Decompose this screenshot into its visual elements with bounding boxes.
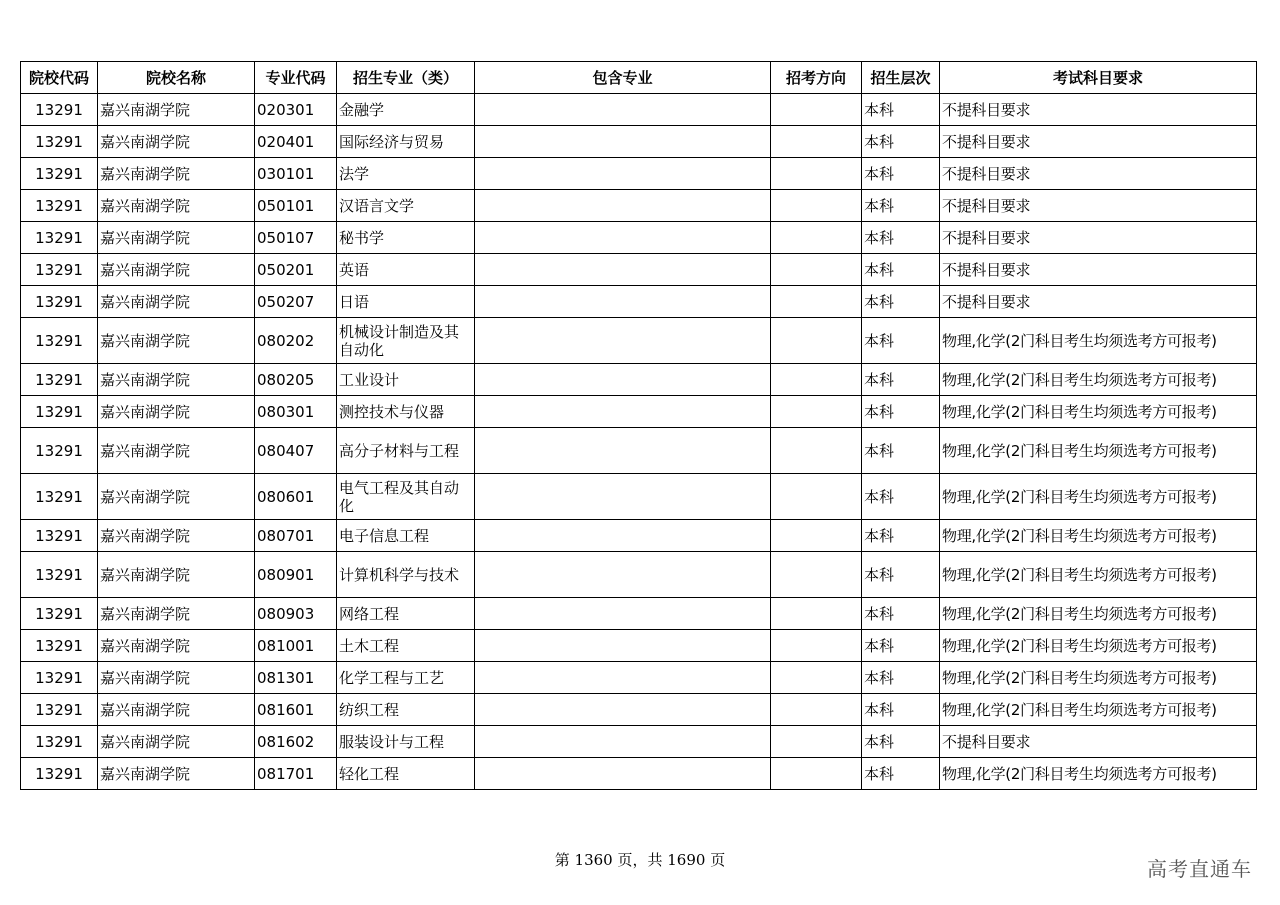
cell-school-code: 13291 <box>21 758 98 790</box>
cell-level: 本科 <box>862 364 940 396</box>
cell-major-code: 020401 <box>255 126 337 158</box>
cell-direction <box>771 694 862 726</box>
cell-major: 日语 <box>337 286 475 318</box>
cell-major-code: 081301 <box>255 662 337 694</box>
table-row <box>21 630 1257 662</box>
cell-subject-requirement: 不提科目要求 <box>940 286 1257 318</box>
table-row <box>21 158 1257 190</box>
table-row <box>21 254 1257 286</box>
cell-included-majors <box>475 396 771 428</box>
table-row <box>21 364 1257 396</box>
cell-school-code: 13291 <box>21 254 98 286</box>
admissions-table <box>20 61 1257 790</box>
cell-major-code: 020301 <box>255 94 337 126</box>
cell-included-majors <box>475 318 771 364</box>
cell-major-code: 030101 <box>255 158 337 190</box>
cell-major: 土木工程 <box>337 630 475 662</box>
table-row <box>21 190 1257 222</box>
cell-school-name: 嘉兴南湖学院 <box>98 396 255 428</box>
cell-major: 英语 <box>337 254 475 286</box>
cell-direction <box>771 598 862 630</box>
cell-school-name: 嘉兴南湖学院 <box>98 158 255 190</box>
cell-school-name: 嘉兴南湖学院 <box>98 428 255 474</box>
cell-direction <box>771 126 862 158</box>
cell-level: 本科 <box>862 630 940 662</box>
cell-included-majors <box>475 758 771 790</box>
cell-direction <box>771 552 862 598</box>
cell-major-code: 081602 <box>255 726 337 758</box>
page-number: 第 1360 页，共 1690 页 <box>554 851 726 869</box>
cell-subject-requirement: 物理,化学(2门科目考生均须选考方可报考) <box>940 694 1257 726</box>
cell-subject-requirement: 不提科目要求 <box>940 726 1257 758</box>
cell-school-code: 13291 <box>21 286 98 318</box>
cell-major: 高分子材料与工程 <box>337 428 475 474</box>
cell-major-code: 050201 <box>255 254 337 286</box>
table-row <box>21 598 1257 630</box>
cell-direction <box>771 520 862 552</box>
cell-included-majors <box>475 222 771 254</box>
cell-major: 汉语言文学 <box>337 190 475 222</box>
watermark-text: 高考直通车 <box>1147 857 1252 881</box>
cell-major-code: 050207 <box>255 286 337 318</box>
cell-school-name: 嘉兴南湖学院 <box>98 662 255 694</box>
cell-level: 本科 <box>862 396 940 428</box>
table-row <box>21 318 1257 364</box>
cell-school-code: 13291 <box>21 662 98 694</box>
cell-school-name: 嘉兴南湖学院 <box>98 254 255 286</box>
cell-major-code: 081001 <box>255 630 337 662</box>
cell-school-code: 13291 <box>21 630 98 662</box>
cell-level: 本科 <box>862 158 940 190</box>
cell-direction <box>771 222 862 254</box>
cell-included-majors <box>475 126 771 158</box>
cell-major: 化学工程与工艺 <box>337 662 475 694</box>
cell-subject-requirement: 物理,化学(2门科目考生均须选考方可报考) <box>940 598 1257 630</box>
cell-included-majors <box>475 726 771 758</box>
cell-school-name: 嘉兴南湖学院 <box>98 598 255 630</box>
cell-direction <box>771 396 862 428</box>
cell-school-code: 13291 <box>21 428 98 474</box>
cell-school-name: 嘉兴南湖学院 <box>98 726 255 758</box>
cell-school-name: 嘉兴南湖学院 <box>98 190 255 222</box>
cell-subject-requirement: 物理,化学(2门科目考生均须选考方可报考) <box>940 630 1257 662</box>
cell-direction <box>771 158 862 190</box>
table-row <box>21 520 1257 552</box>
admissions-table-container <box>20 61 1256 790</box>
cell-school-code: 13291 <box>21 520 98 552</box>
cell-major-code: 080601 <box>255 474 337 520</box>
cell-major-code: 080202 <box>255 318 337 364</box>
cell-school-name: 嘉兴南湖学院 <box>98 222 255 254</box>
cell-subject-requirement: 物理,化学(2门科目考生均须选考方可报考) <box>940 364 1257 396</box>
cell-subject-requirement: 不提科目要求 <box>940 190 1257 222</box>
cell-subject-requirement: 物理,化学(2门科目考生均须选考方可报考) <box>940 396 1257 428</box>
cell-subject-requirement: 不提科目要求 <box>940 254 1257 286</box>
cell-included-majors <box>475 474 771 520</box>
cell-major: 计算机科学与技术 <box>337 552 475 598</box>
cell-subject-requirement: 不提科目要求 <box>940 158 1257 190</box>
cell-school-code: 13291 <box>21 126 98 158</box>
cell-level: 本科 <box>862 694 940 726</box>
cell-subject-requirement: 物理,化学(2门科目考生均须选考方可报考) <box>940 474 1257 520</box>
cell-major: 轻化工程 <box>337 758 475 790</box>
cell-major-code: 080701 <box>255 520 337 552</box>
cell-included-majors <box>475 662 771 694</box>
cell-major-code: 080901 <box>255 552 337 598</box>
cell-major: 服装设计与工程 <box>337 726 475 758</box>
cell-school-code: 13291 <box>21 318 98 364</box>
cell-included-majors <box>475 694 771 726</box>
cell-major: 电气工程及其自动化 <box>337 474 475 520</box>
cell-level: 本科 <box>862 318 940 364</box>
cell-major: 秘书学 <box>337 222 475 254</box>
cell-school-name: 嘉兴南湖学院 <box>98 630 255 662</box>
cell-level: 本科 <box>862 520 940 552</box>
cell-included-majors <box>475 286 771 318</box>
cell-major: 法学 <box>337 158 475 190</box>
cell-school-name: 嘉兴南湖学院 <box>98 694 255 726</box>
cell-level: 本科 <box>862 726 940 758</box>
cell-included-majors <box>475 552 771 598</box>
cell-direction <box>771 758 862 790</box>
cell-major-code: 050101 <box>255 190 337 222</box>
table-header-row <box>21 62 1257 94</box>
table-row <box>21 662 1257 694</box>
cell-school-name: 嘉兴南湖学院 <box>98 126 255 158</box>
cell-school-code: 13291 <box>21 552 98 598</box>
cell-direction <box>771 318 862 364</box>
cell-subject-requirement: 物理,化学(2门科目考生均须选考方可报考) <box>940 662 1257 694</box>
cell-included-majors <box>475 428 771 474</box>
cell-school-code: 13291 <box>21 222 98 254</box>
header-school-name: 院校名称 <box>98 62 255 94</box>
cell-level: 本科 <box>862 552 940 598</box>
table-row <box>21 726 1257 758</box>
cell-included-majors <box>475 158 771 190</box>
table-row <box>21 94 1257 126</box>
cell-level: 本科 <box>862 126 940 158</box>
cell-school-code: 13291 <box>21 364 98 396</box>
header-major: 招生专业（类） <box>337 62 475 94</box>
cell-direction <box>771 286 862 318</box>
cell-major: 金融学 <box>337 94 475 126</box>
cell-school-code: 13291 <box>21 474 98 520</box>
cell-school-name: 嘉兴南湖学院 <box>98 318 255 364</box>
cell-school-code: 13291 <box>21 396 98 428</box>
cell-subject-requirement: 不提科目要求 <box>940 126 1257 158</box>
cell-major: 机械设计制造及其自动化 <box>337 318 475 364</box>
cell-subject-requirement: 物理,化学(2门科目考生均须选考方可报考) <box>940 758 1257 790</box>
cell-direction <box>771 726 862 758</box>
cell-subject-requirement: 物理,化学(2门科目考生均须选考方可报考) <box>940 552 1257 598</box>
cell-school-name: 嘉兴南湖学院 <box>98 758 255 790</box>
table-row <box>21 474 1257 520</box>
cell-level: 本科 <box>862 190 940 222</box>
cell-direction <box>771 630 862 662</box>
cell-direction <box>771 474 862 520</box>
cell-included-majors <box>475 190 771 222</box>
cell-school-name: 嘉兴南湖学院 <box>98 552 255 598</box>
cell-major-code: 081601 <box>255 694 337 726</box>
table-row <box>21 758 1257 790</box>
cell-subject-requirement: 不提科目要求 <box>940 222 1257 254</box>
table-row <box>21 694 1257 726</box>
cell-school-code: 13291 <box>21 94 98 126</box>
cell-direction <box>771 428 862 474</box>
cell-school-name: 嘉兴南湖学院 <box>98 94 255 126</box>
cell-level: 本科 <box>862 758 940 790</box>
cell-level: 本科 <box>862 598 940 630</box>
cell-level: 本科 <box>862 474 940 520</box>
cell-subject-requirement: 不提科目要求 <box>940 94 1257 126</box>
cell-included-majors <box>475 94 771 126</box>
cell-direction <box>771 254 862 286</box>
cell-level: 本科 <box>862 286 940 318</box>
cell-school-code: 13291 <box>21 726 98 758</box>
cell-included-majors <box>475 598 771 630</box>
header-level: 招生层次 <box>862 62 940 94</box>
cell-school-name: 嘉兴南湖学院 <box>98 364 255 396</box>
cell-major-code: 080301 <box>255 396 337 428</box>
cell-school-name: 嘉兴南湖学院 <box>98 286 255 318</box>
cell-included-majors <box>475 364 771 396</box>
cell-direction <box>771 190 862 222</box>
cell-major-code: 080205 <box>255 364 337 396</box>
table-row <box>21 552 1257 598</box>
cell-subject-requirement: 物理,化学(2门科目考生均须选考方可报考) <box>940 428 1257 474</box>
cell-school-code: 13291 <box>21 158 98 190</box>
cell-direction <box>771 364 862 396</box>
cell-school-code: 13291 <box>21 190 98 222</box>
cell-major: 测控技术与仪器 <box>337 396 475 428</box>
cell-included-majors <box>475 630 771 662</box>
cell-school-name: 嘉兴南湖学院 <box>98 474 255 520</box>
cell-major: 工业设计 <box>337 364 475 396</box>
header-school-code: 院校代码 <box>21 62 98 94</box>
cell-level: 本科 <box>862 428 940 474</box>
cell-subject-requirement: 物理,化学(2门科目考生均须选考方可报考) <box>940 318 1257 364</box>
table-row <box>21 396 1257 428</box>
cell-level: 本科 <box>862 94 940 126</box>
cell-school-code: 13291 <box>21 694 98 726</box>
table-row <box>21 428 1257 474</box>
cell-school-code: 13291 <box>21 598 98 630</box>
cell-subject-requirement: 物理,化学(2门科目考生均须选考方可报考) <box>940 520 1257 552</box>
cell-major-code: 080407 <box>255 428 337 474</box>
cell-level: 本科 <box>862 662 940 694</box>
table-body <box>21 94 1257 790</box>
cell-major: 电子信息工程 <box>337 520 475 552</box>
cell-direction <box>771 94 862 126</box>
header-subject-requirement: 考试科目要求 <box>940 62 1257 94</box>
cell-major-code: 080903 <box>255 598 337 630</box>
header-major-code: 专业代码 <box>255 62 337 94</box>
cell-major: 纺织工程 <box>337 694 475 726</box>
cell-included-majors <box>475 520 771 552</box>
header-direction: 招考方向 <box>771 62 862 94</box>
cell-level: 本科 <box>862 222 940 254</box>
cell-direction <box>771 662 862 694</box>
header-included-majors: 包含专业 <box>475 62 771 94</box>
cell-major-code: 081701 <box>255 758 337 790</box>
table-row <box>21 286 1257 318</box>
table-row <box>21 222 1257 254</box>
cell-major-code: 050107 <box>255 222 337 254</box>
cell-school-name: 嘉兴南湖学院 <box>98 520 255 552</box>
cell-major: 网络工程 <box>337 598 475 630</box>
table-row <box>21 126 1257 158</box>
cell-major: 国际经济与贸易 <box>337 126 475 158</box>
cell-included-majors <box>475 254 771 286</box>
cell-level: 本科 <box>862 254 940 286</box>
